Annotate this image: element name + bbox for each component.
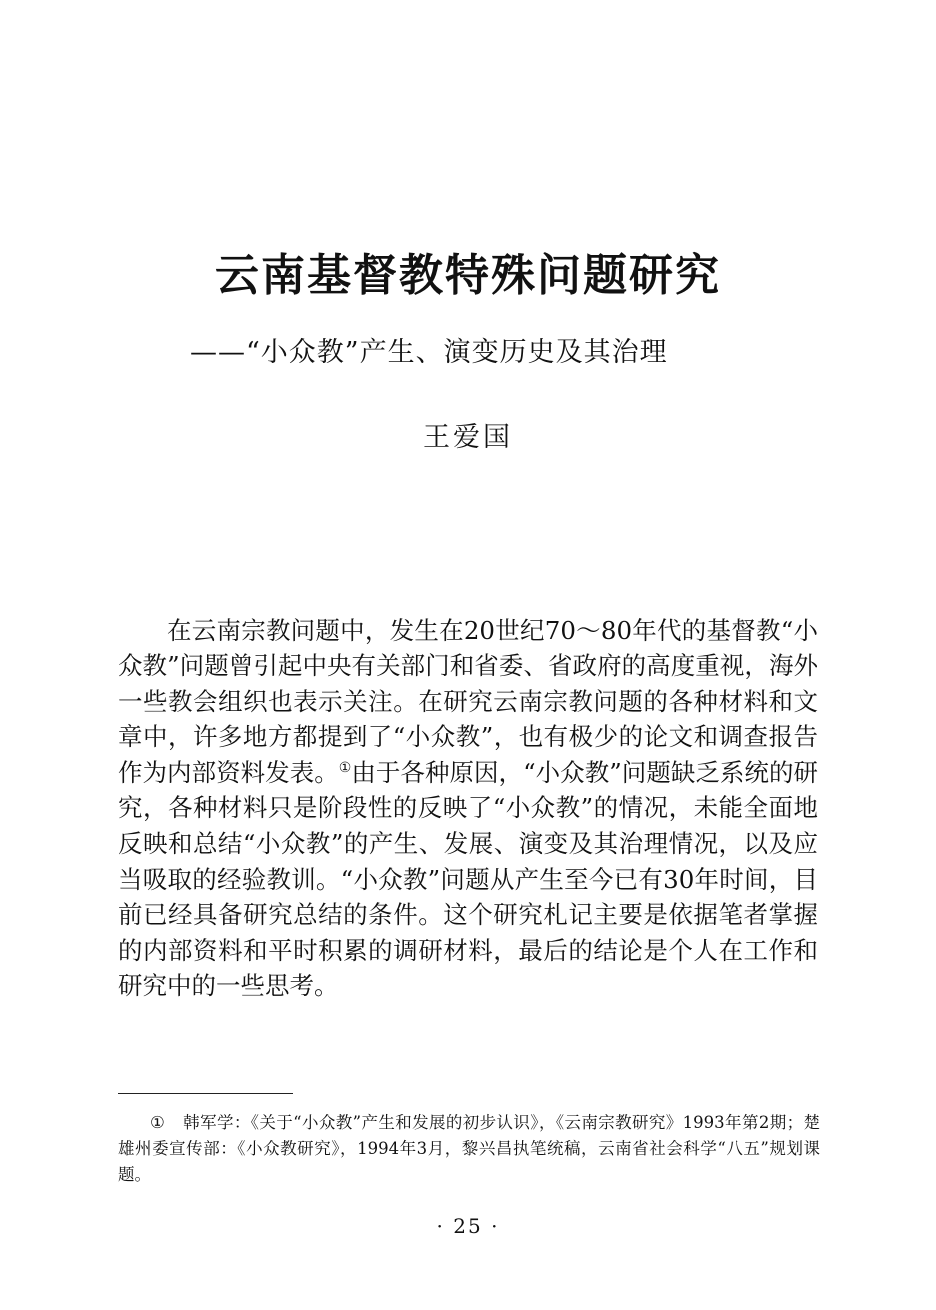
footnote-text: 韩军学：《关于“小众教”产生和发展的初步认识》，《云南宗教研究》1993年第2期；楚雄州委宣传部：《小众教研究》，1994年3月，黎兴昌执笔统稿，云南省社会科学“八五”规划课题。 [118,1113,820,1184]
body-text-part-1: 在云南宗教问题中，发生在20世纪70～80年代的基督教“小众教”问题曾引起中央有关部门和省委、省政府的高度重视，海外一些教会组织也表示关注。在研究云南宗教问题的各种材料和文章中，许多地方都提到了“小众教”，也有极少的论文和调查报告作为内部资料发表。 [118,615,818,787]
page-number: · 25 · [436,1214,500,1238]
article-subtitle: ——“小众教”产生、演变历史及其治理 [190,337,668,368]
body-paragraph [118,613,818,1005]
footnote-mark: ① [150,1113,165,1132]
article-title: 云南基督教特殊问题研究 [215,250,721,301]
body-text-part-2: 由于各种原因，“小众教”问题缺乏系统的研究，各种材料只是阶段性的反映了“小众教”的情况，未能全面地反映和总结“小众教”的产生、发展、演变及其治理情况，以及应当吸取的经验教训。“小众教”问题从产生至今已有30年时间，目前已经具备研究总结的条件。这个研究札记主要是依据笔者掌握的内部资料和平时积累的调研材料，最后的结论是个人在工作和研究中的一些思考。 [118,757,818,1001]
footnote-divider [118,1093,293,1094]
footnote [118,1110,820,1188]
author-name: 王爱国 [423,422,513,453]
footnote-reference[interactable]: ① [338,759,352,776]
